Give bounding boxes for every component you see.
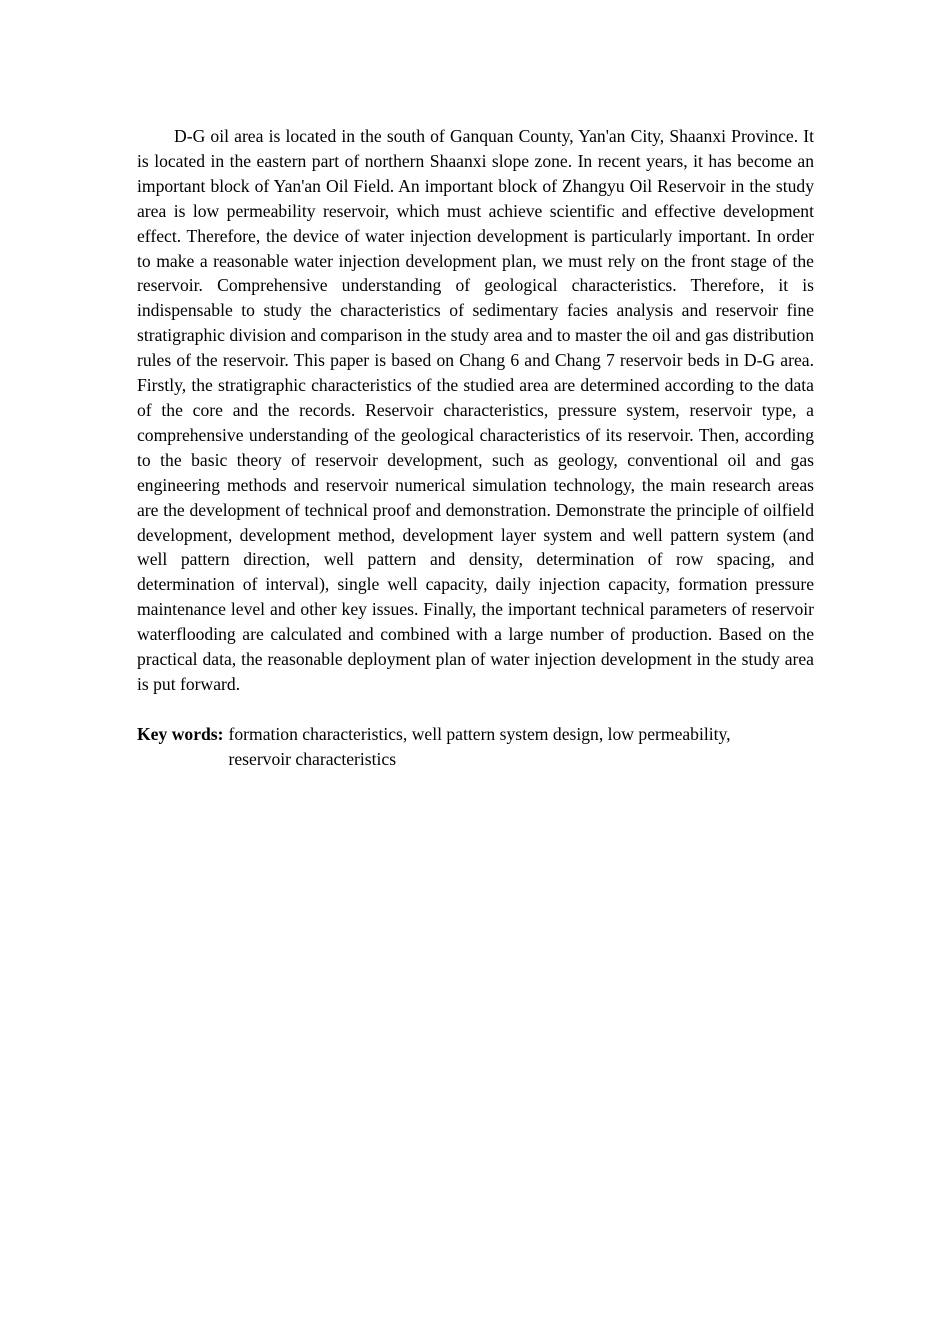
keywords-text: formation characteristics, well pattern system design, low permeability, reservoir characteristics [228, 723, 731, 769]
keywords-label: Key words: [137, 723, 224, 744]
document-page [137, 124, 814, 772]
abstract-paragraph: D-G oil area is located in the south of Ganquan County, Yan'an City, Shaanxi Province. It is located in the eastern part of northern Shaanxi slope zone. In recent years, it has become an important block of Yan'an Oil Field. An important block of Zhangyu Oil Reservoir in the study area is low permeability reservoir, which must achieve scientific and effective development effect. Therefore, the device of water injection development is particularly important. In order to make a reasonable water injection development plan, we must rely on the front stage of the reservoir. Comprehensive understanding of geological characteristics. Therefore, it is indispensable to study the characteristics of sedimentary facies analysis and reservoir fine stratigraphic division and comparison in the study area and to master the oil and gas distribution rules of the reservoir. This paper is based on Chang 6 and Chang 7 reservoir beds in D-G area. Firstly, the stratigraphic characteristics of the studied area are determined according to the data of the core and the records. Reservoir characteristics, pressure system, reservoir type, a comprehensive understanding of the geological characteristics of its reservoir. Then, according to the basic theory of reservoir development, such as geology, conventional oil and gas engineering methods and reservoir numerical simulation technology, the main research areas are the development of technical proof and demonstration. Demonstrate the principle of oilfield development, development method, development layer system and well pattern system (and well pattern direction, well pattern and density, determination of row spacing, and determination of interval), single well capacity, daily injection capacity, formation pressure maintenance level and other key issues. Finally, the important technical parameters of reservoir waterflooding are calculated and combined with a large number of production. Based on the practical data, the reasonable deployment plan of water injection development in the study area is put forward. [137, 126, 814, 694]
keywords-line [137, 722, 814, 772]
